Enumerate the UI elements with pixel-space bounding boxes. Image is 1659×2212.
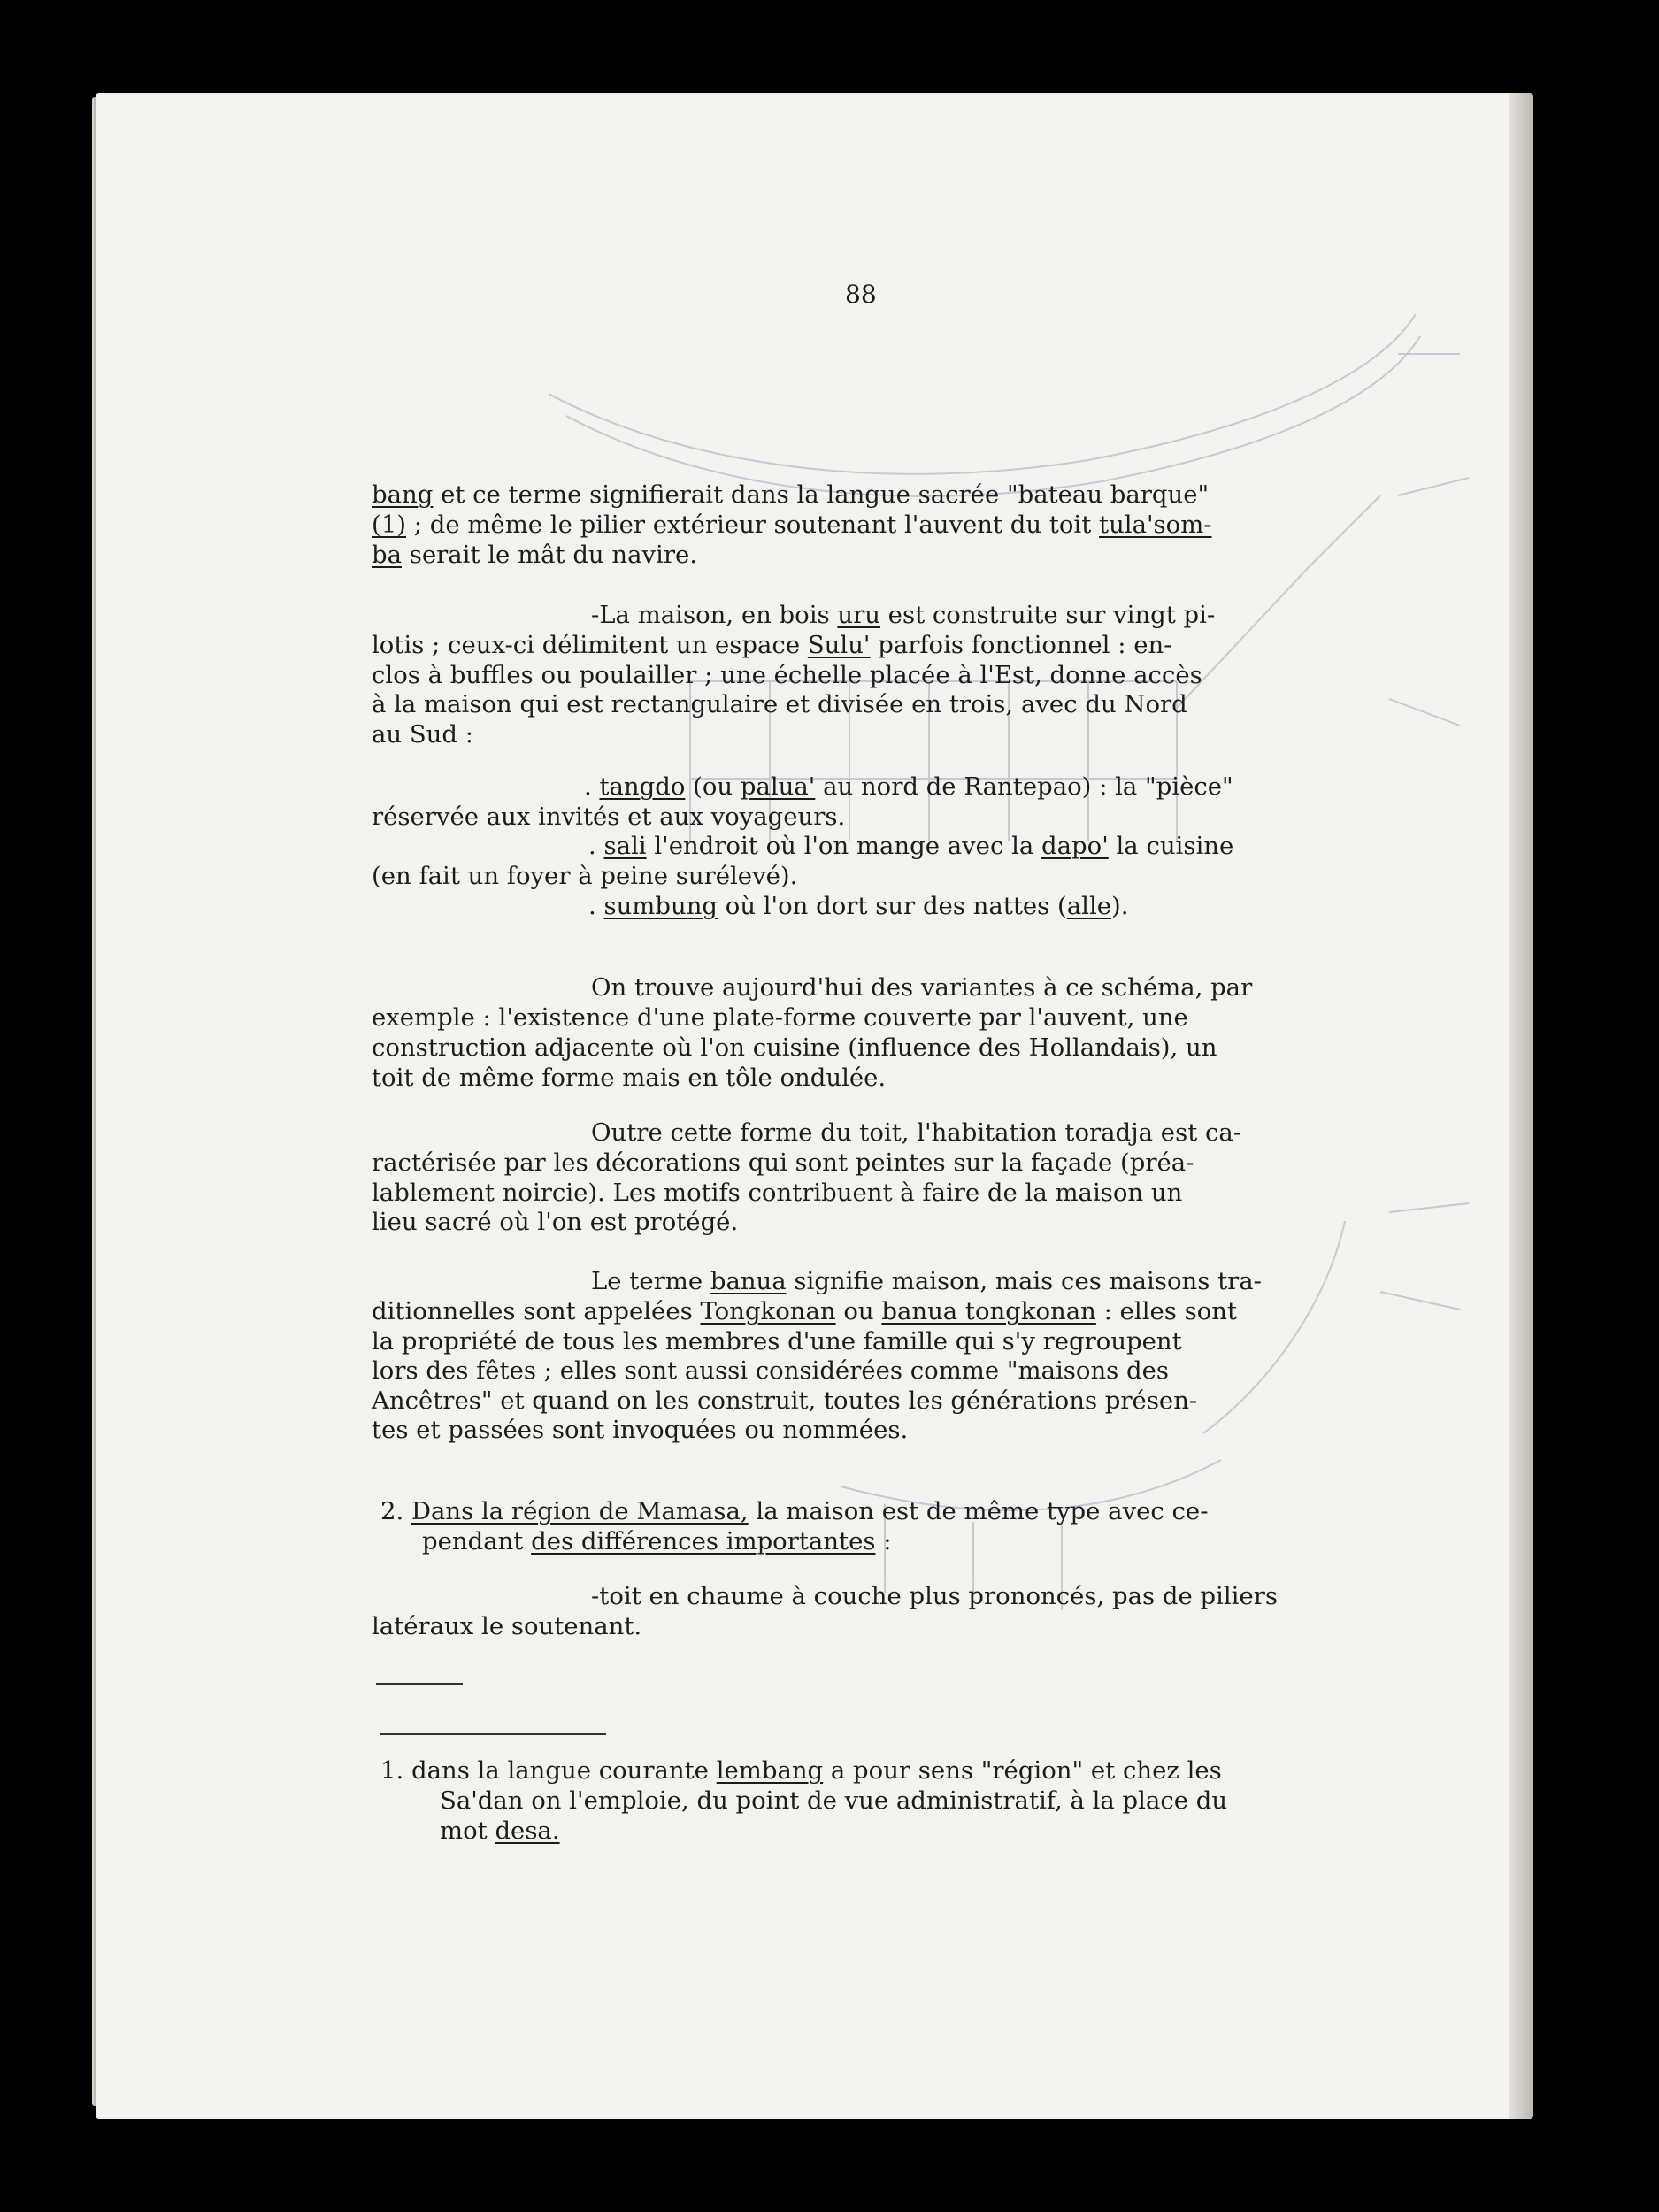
- text-line: exemple : l'existence d'une plate-forme couverte par l'auvent, une: [372, 1003, 1188, 1032]
- underlined-term: desa.: [495, 1816, 560, 1845]
- text-line: On trouve aujourd'hui des variantes à ce schéma, par: [591, 973, 1253, 1002]
- text-line: au Sud :: [372, 720, 474, 749]
- underlined-term: ba: [372, 541, 402, 569]
- underlined-term: uru: [837, 601, 880, 629]
- text-run: l'endroit où l'on mange avec la: [646, 832, 1042, 860]
- text-line: [372, 480, 1209, 511]
- underlined-term: sali: [603, 832, 647, 860]
- separator-rule: [376, 1683, 463, 1685]
- underlined-term: alle: [1066, 892, 1112, 920]
- text-line: Outre cette forme du toit, l'habitation toradja est ca-: [591, 1118, 1242, 1147]
- text-line: à la maison qui est rectangulaire et divisée en trois, avec du Nord: [372, 690, 1187, 718]
- text-line: tes et passées sont invoquées ou nommées.: [372, 1416, 909, 1444]
- list-item: [584, 772, 1233, 803]
- text-line: lors des fêtes ; elles sont aussi considérées comme "maisons des: [372, 1356, 1170, 1385]
- text-line: [591, 1267, 1262, 1297]
- text-run: Le terme: [591, 1267, 710, 1295]
- text-run: :: [875, 1527, 892, 1555]
- text-line: lablement noircie). Les motifs contribuent à faire de la maison un: [372, 1179, 1183, 1207]
- text-line: lieu sacré où l'on est protégé.: [372, 1208, 739, 1236]
- underlined-term: bang: [372, 480, 434, 509]
- underlined-term: dapo': [1041, 832, 1109, 860]
- text-run: est construite sur vingt pi-: [879, 601, 1216, 629]
- text-line: latéraux le soutenant.: [372, 1612, 642, 1640]
- footnote-line: Sa'dan on l'emploie, du point de vue administratif, à la place du: [440, 1786, 1228, 1815]
- text-run: et ce terme signifierait dans la langue sacrée "bateau barque": [433, 480, 1210, 509]
- text-run: au nord de Rantepao) : la "pièce": [815, 772, 1233, 801]
- underlined-term: banua: [710, 1267, 787, 1295]
- text-run: (ou: [685, 772, 741, 801]
- text-run: la cuisine: [1108, 832, 1234, 860]
- text-run: la maison est de même type avec ce-: [748, 1497, 1209, 1525]
- underlined-term: Tongkonan: [700, 1297, 836, 1325]
- underlined-term: lembang: [716, 1756, 824, 1785]
- text-line: construction adjacente où l'on cuisine (influence des Hollandais), un: [372, 1033, 1217, 1062]
- list-number: 2.: [380, 1497, 411, 1525]
- text-line: [372, 631, 1172, 661]
- underlined-term: banua tongkonan: [881, 1297, 1096, 1325]
- text-run: où l'on dort sur des nattes (: [718, 892, 1067, 920]
- text-run: lotis ; ceux-ci délimitent un espace: [372, 631, 808, 659]
- text-run: ; de même le pilier extérieur soutenant l'auvent du toit: [405, 511, 1100, 539]
- text-line: clos à buffles ou poulailler ; une échelle placée à l'Est, donne accès: [372, 661, 1202, 689]
- bullet: .: [588, 832, 604, 860]
- underlined-term: tangdo: [599, 772, 686, 801]
- text-line: [372, 1297, 1237, 1327]
- underlined-term: Sulu': [807, 631, 871, 659]
- text-run: serait le mât du navire.: [402, 541, 697, 569]
- footnote-rule: [380, 1733, 606, 1735]
- footnote-marker: (1): [372, 511, 406, 539]
- text-run: ).: [1111, 892, 1129, 920]
- text-run: a pour sens "région" et chez les: [823, 1756, 1222, 1785]
- text-line: [422, 1527, 892, 1557]
- text-line: [591, 601, 1215, 631]
- text-line: -toit en chaume à couche plus prononcés, pas de piliers: [591, 1582, 1278, 1610]
- text-line: Ancêtres" et quand on les construit, toutes les générations présen-: [372, 1386, 1198, 1415]
- text-run: ditionnelles sont appelées: [372, 1297, 701, 1325]
- underlined-term: palua': [740, 772, 816, 801]
- page-number: 88: [845, 280, 877, 309]
- text-run: pendant: [422, 1527, 532, 1555]
- text-line: toit de même forme mais en tôle ondulée.: [372, 1064, 887, 1092]
- text-run: parfois fonctionnel : en-: [870, 631, 1172, 659]
- list-item: [588, 892, 1129, 922]
- text-line: (en fait un foyer à peine surélevé).: [372, 862, 798, 890]
- footnote-line: [380, 1756, 1222, 1786]
- text-run: 1. dans la langue courante: [380, 1756, 717, 1785]
- bullet: .: [588, 892, 604, 920]
- text-run: signifie maison, mais ces maisons tra-: [786, 1267, 1262, 1295]
- text-line: ractérisée par les décorations qui sont peintes sur la façade (préa-: [372, 1148, 1194, 1177]
- text-run: -La maison, en bois: [591, 601, 838, 629]
- text-line: [380, 1497, 1208, 1527]
- text-line: réservée aux invités et aux voyageurs.: [372, 803, 846, 831]
- text-line: la propriété de tous les membres d'une famille qui s'y regroupent: [372, 1327, 1182, 1356]
- underlined-term: des différences importantes: [531, 1527, 876, 1555]
- text-line: [372, 541, 697, 571]
- bullet: .: [584, 772, 600, 801]
- text-run: : elles sont: [1095, 1297, 1238, 1325]
- underlined-term: Dans la région de Mamasa,: [411, 1497, 749, 1525]
- text-run: mot: [440, 1816, 495, 1845]
- page-gutter-shadow: [1509, 93, 1533, 2119]
- text-line: [372, 511, 1212, 541]
- underlined-term: sumbung: [603, 892, 718, 920]
- underlined-term: tula'som-: [1099, 511, 1212, 539]
- text-run: ou: [835, 1297, 882, 1325]
- list-item: [588, 832, 1233, 862]
- footnote-line: [440, 1816, 560, 1847]
